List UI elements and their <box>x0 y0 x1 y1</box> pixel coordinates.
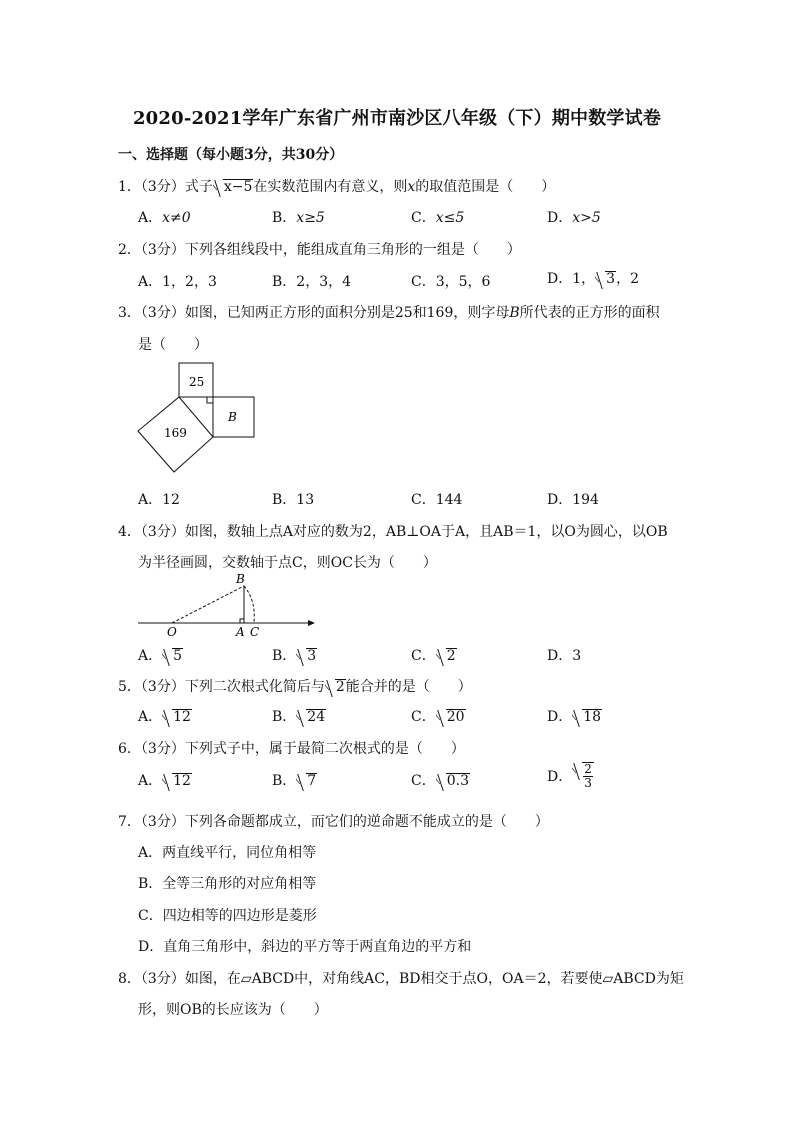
q1-var: x <box>407 179 416 195</box>
fraction <box>583 763 593 790</box>
option-value: 3 <box>572 648 582 664</box>
option-label: C． <box>411 274 436 290</box>
arc-bc <box>244 586 254 623</box>
q5-option-a[interactable] <box>138 706 192 726</box>
q4-option-a[interactable] <box>138 645 183 665</box>
option-label: B． <box>138 876 163 892</box>
option-value: 全等三角形的对应角相等 <box>162 876 317 892</box>
label-c: C <box>250 625 260 639</box>
sqrt-symbol <box>572 762 594 790</box>
q5-option-c[interactable] <box>411 706 466 726</box>
question-6-stem: 6．（3分）下列式子中，属于最简二次根式的是（ ） <box>118 741 465 757</box>
option-value: 直角三角形中，斜边的平方等于两直角边的平方和 <box>163 939 472 955</box>
option-label: C． <box>411 709 436 725</box>
option-value: 1，2，3 <box>162 274 217 290</box>
option-value: 1， <box>572 271 596 287</box>
q2-option-a[interactable] <box>138 271 217 291</box>
section-heading: 一、选择题（每小题3分，共30分） <box>118 147 344 163</box>
radicand: 7 <box>307 773 317 789</box>
option-value: 13 <box>296 492 315 508</box>
sqrt-symbol <box>296 709 326 725</box>
label-b: B <box>236 572 245 586</box>
q6-option-b[interactable] <box>272 770 317 790</box>
option-value: x≤5 <box>435 210 465 226</box>
option-label: A． <box>138 709 163 725</box>
sqrt-symbol <box>325 679 346 695</box>
question-2-stem: 2．（3分）下列各组线段中，能组成直角三角形的一组是（ ） <box>118 242 521 258</box>
exam-title: 2020-2021学年广东省广州市南沙区八年级（下）期中数学试卷 <box>132 108 662 129</box>
radicand: 20 <box>446 709 465 725</box>
q4-option-b[interactable] <box>272 645 317 665</box>
option-value: x>5 <box>572 210 601 226</box>
q7-option-b[interactable] <box>138 873 316 893</box>
option-label: C． <box>411 492 436 508</box>
radicand: 0.3 <box>446 773 469 789</box>
q3-option-c[interactable] <box>411 489 462 509</box>
q4-option-c[interactable] <box>411 645 457 665</box>
q7-option-c[interactable] <box>138 905 317 925</box>
q6-option-a[interactable] <box>138 770 192 790</box>
option-label: C． <box>138 908 163 924</box>
radicand <box>582 762 594 790</box>
option-label: D． <box>547 492 573 508</box>
option-label: C． <box>411 773 436 789</box>
q3-option-a[interactable] <box>138 489 180 509</box>
q2-option-c[interactable] <box>411 271 490 291</box>
q1-option-b[interactable] <box>272 207 325 227</box>
radicand: 5 <box>173 648 183 664</box>
q3-stem-a: 3．（3分）如图，已知两正方形的面积分别是25和169，则字母 <box>118 305 510 321</box>
option-value: 四边相等的四边形是菱形 <box>162 908 317 924</box>
sqrt-symbol <box>436 648 457 664</box>
option-label: C． <box>411 210 436 226</box>
label-a: A <box>236 625 245 639</box>
q1-option-d[interactable] <box>547 207 601 227</box>
q6-option-d[interactable] <box>547 762 594 790</box>
option-label: B． <box>272 492 297 508</box>
option-label: D． <box>547 271 573 287</box>
option-label: D． <box>547 769 573 785</box>
q7-option-d[interactable] <box>138 936 471 956</box>
question-3-stem <box>118 302 660 322</box>
sqrt-symbol <box>162 773 192 789</box>
right-angle-marker <box>207 397 213 403</box>
radicand: 2 <box>446 648 456 664</box>
sqrt-symbol <box>595 271 616 287</box>
segment-ob <box>172 586 244 623</box>
option-label: B． <box>272 709 297 725</box>
q4-number-line-figure <box>130 572 320 640</box>
q3-option-d[interactable] <box>547 489 599 509</box>
option-label: B． <box>272 648 297 664</box>
option-label: A． <box>138 210 163 226</box>
right-angle-mark <box>240 619 244 623</box>
q1-option-c[interactable] <box>411 207 464 227</box>
radicand: 18 <box>583 709 602 725</box>
option-label: B． <box>272 773 297 789</box>
label-169: 169 <box>164 426 187 440</box>
option-value: ，2 <box>616 271 639 287</box>
q1-option-a[interactable] <box>138 207 191 227</box>
q1-suffix2: 的取值范围是（ ） <box>415 179 556 195</box>
sqrt-symbol <box>162 648 183 664</box>
sqrt-symbol <box>162 709 192 725</box>
option-label: C． <box>411 648 436 664</box>
question-4-stem-cont: 为半径画圆，交数轴于点C，则OC长为（ ） <box>138 555 437 571</box>
option-value: 144 <box>435 492 463 508</box>
label-b: B <box>228 410 237 424</box>
q3-option-b[interactable] <box>272 489 314 509</box>
option-label: A． <box>138 274 163 290</box>
denominator: 3 <box>584 776 592 790</box>
q3-squares-figure <box>130 355 270 480</box>
arrow-head <box>308 620 315 626</box>
option-label: A． <box>138 773 163 789</box>
numerator: 2 <box>584 762 592 776</box>
question-8-stem-cont: 形，则OB的长应该为（ ） <box>138 1002 328 1018</box>
q1-radicand: x−5 <box>223 179 253 195</box>
sqrt-symbol <box>296 773 317 789</box>
q2-option-b[interactable] <box>272 271 351 291</box>
question-1-stem <box>118 176 555 196</box>
q5-suffix: 能合并的是（ ） <box>345 679 472 695</box>
option-value: 2，3，4 <box>296 274 352 290</box>
q5-option-b[interactable] <box>272 706 326 726</box>
question-8-stem: 8．（3分）如图，在▱ABCD中，对角线AC，BD相交于点O，OA＝2，若要使▱ABCD为矩 <box>118 971 684 987</box>
q3-var: B <box>509 305 520 321</box>
option-value: x≥5 <box>296 210 325 226</box>
radicand: 12 <box>173 773 191 789</box>
sqrt-symbol <box>572 709 602 725</box>
option-value: x≠0 <box>162 210 191 226</box>
question-3-stem-cont: 是（ ） <box>138 337 208 353</box>
option-value: 两直线平行，同位角相等 <box>162 845 317 861</box>
q2-option-d[interactable] <box>547 268 639 288</box>
option-value: 3，5，6 <box>435 274 491 290</box>
label-25: 25 <box>189 375 205 389</box>
question-5-stem <box>118 676 472 696</box>
q6-option-c[interactable] <box>411 770 470 790</box>
sqrt-symbol <box>436 773 470 789</box>
q5-prefix: 5．（3分）下列二次根式化简后与 <box>118 679 325 695</box>
option-label: B． <box>272 274 297 290</box>
q1-suffix: 在实数范围内有意义，则 <box>253 179 408 195</box>
sqrt-symbol <box>436 709 466 725</box>
q7-option-a[interactable] <box>138 842 316 862</box>
q3-stem-b: 所代表的正方形的面积 <box>519 305 660 321</box>
q5-option-d[interactable] <box>547 706 602 726</box>
option-value: 12 <box>162 492 180 508</box>
sqrt-symbol <box>296 648 317 664</box>
radicand: 12 <box>173 709 191 725</box>
option-label: D． <box>547 210 573 226</box>
label-o: O <box>167 625 177 639</box>
radicand: 3 <box>606 271 616 287</box>
option-label: D． <box>138 939 164 955</box>
q5-radicand: 2 <box>335 679 345 695</box>
option-label: A． <box>138 845 163 861</box>
question-7-stem: 7．（3分）下列各命题都成立，而它们的逆命题不能成立的是（ ） <box>118 814 549 830</box>
sqrt-symbol <box>213 179 254 195</box>
radicand: 24 <box>307 709 326 725</box>
option-label: A． <box>138 492 163 508</box>
q4-option-d[interactable] <box>547 645 581 665</box>
option-label: D． <box>547 648 573 664</box>
radicand: 3 <box>307 648 317 664</box>
q1-prefix: 1．（3分）式子 <box>118 179 213 195</box>
option-value: 194 <box>572 492 599 508</box>
question-4-stem: 4．（3分）如图，数轴上点A对应的数为2，AB⊥OA于A，且AB＝1，以O为圆心，以OB <box>118 524 668 540</box>
option-label: B． <box>272 210 297 226</box>
option-label: D． <box>547 709 573 725</box>
option-label: A． <box>138 648 163 664</box>
